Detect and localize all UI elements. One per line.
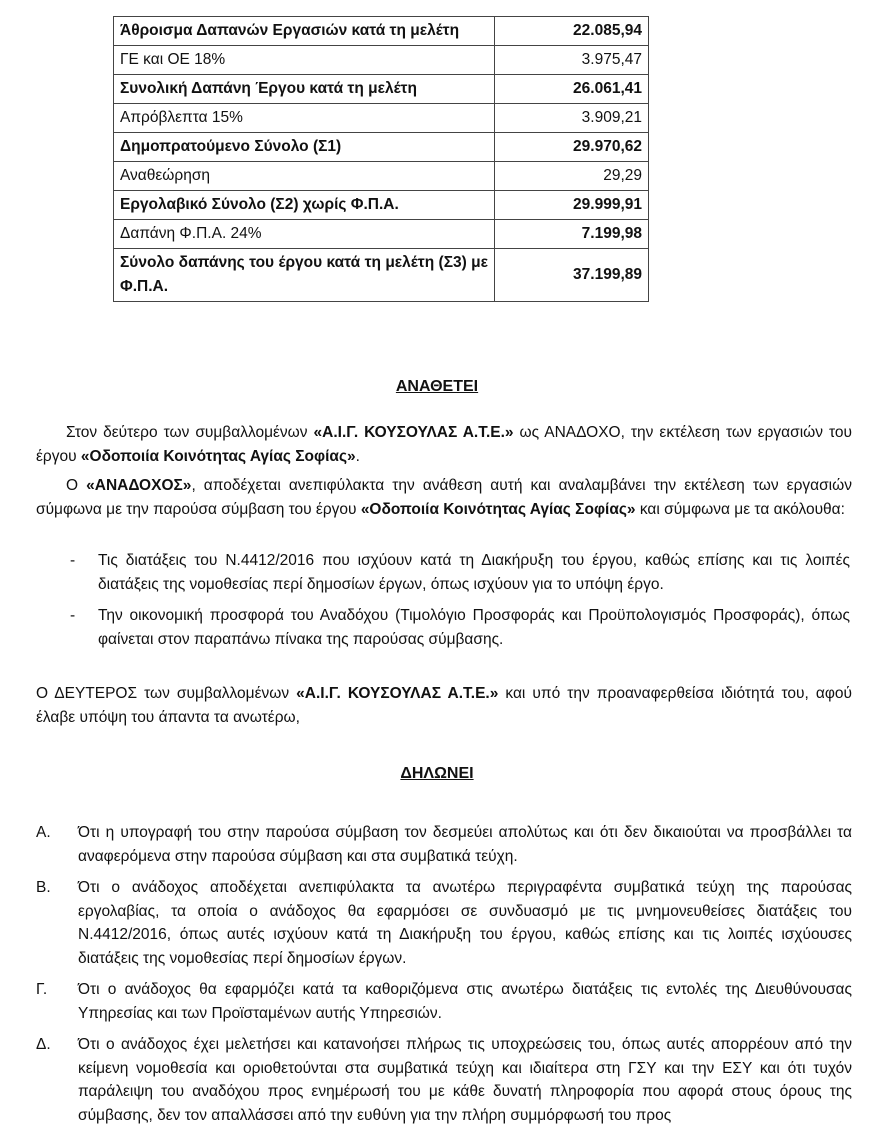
table-row <box>114 104 649 133</box>
list-item <box>36 821 852 868</box>
list-item <box>36 876 852 970</box>
row-label: Απρόβλεπτα 15% <box>114 104 495 133</box>
text: . <box>355 447 360 465</box>
company-name: «Α.Ι.Γ. ΚΟΥΣΟΥΛΑΣ Α.Τ.Ε.» <box>296 685 499 702</box>
cost-table <box>113 16 649 302</box>
table-row <box>114 46 649 75</box>
row-value: 22.085,94 <box>495 17 649 46</box>
paragraph-assignment <box>36 421 852 468</box>
table-row <box>114 249 649 302</box>
text: , αποδέχεται ανεπιφύλακτα την ανάθεση αυτή και αναλαμβάνει την εκτέλεση των εργασιών σύμφωνα με την παρούσα σύμβαση του έργου <box>36 477 852 518</box>
text: και σύμφωνα με τα ακόλουθα: <box>635 500 845 518</box>
text: και υπό την προαναφερθείσα ιδιότητά του, αφού έλαβε υπόψη του άπαντα τα ανωτέρω, <box>36 685 852 726</box>
list-item <box>70 549 850 596</box>
row-value: 37.199,89 <box>495 249 649 302</box>
row-value: 7.199,98 <box>495 220 649 249</box>
row-value: 29.999,91 <box>495 191 649 220</box>
conditions-list <box>70 549 850 659</box>
table-row <box>114 191 649 220</box>
table-row <box>114 162 649 191</box>
list-item <box>36 1033 852 1127</box>
table-row <box>114 17 649 46</box>
paragraph-contractor-acceptance <box>36 474 852 521</box>
list-item-text: Ότι ο ανάδοχος έχει μελετήσει και κατανοήσει πλήρως τις υποχρεώσεις του, όπως αυτές απορρέουν από την κείμενη νομοθεσία και οριοθετούνται στα συμβατικά τεύχη και ιδιαίτερα στη ΓΣΥ και την ΕΣΥ και ότι τυχόν παράλειψη του αναδόχου προς ενημέρωσή του με κάθε δυνατή πληροφορία που αφορά στους όρους της σύμβασης, δεν τον απαλλάσσει από την ευθύνη για την πλήρη συμμόρφωσή του προς <box>78 1036 852 1124</box>
row-value: 3.909,21 <box>495 104 649 133</box>
item-marker: Δ. <box>36 1036 51 1053</box>
company-name: «Α.Ι.Γ. ΚΟΥΣΟΥΛΑΣ Α.Τ.Ε.» <box>313 424 514 441</box>
section-heading-declares: ΔΗΛΩΝΕΙ <box>400 765 474 782</box>
text: ως ΑΝΑΔΟΧΟ, την εκτέλεση των εργασιών του έργου <box>36 424 852 465</box>
section-heading-assigns: ΑΝΑΘΕΤΕΙ <box>395 378 479 395</box>
dash-marker: - <box>70 552 76 569</box>
row-label: Δαπάνη Φ.Π.Α. 24% <box>114 220 495 249</box>
list-item-text: Την οικονομική προσφορά του Αναδόχου (Τιμολόγιο Προσφοράς και Προϋπολογισμός Προσφοράς), όπως φαίνεται στον παραπάνω πίνακα της παρούσας σύμβασης. <box>98 607 850 648</box>
contractor-label: «ΑΝΑΔΟΧΟΣ» <box>86 477 192 494</box>
text: Στον δεύτερο των συμβαλλομένων <box>66 424 314 441</box>
list-item-text: Ότι ο ανάδοχος αποδέχεται ανεπιφύλακτα τα ανωτέρω περιγραφέντα συμβατικά τεύχη της παρούσας εργολαβίας, τα οποία ο ανάδοχος θα εφαρμόσει σε συνδυασμό με τις μνημονευθείσες διατάξεις του Ν.4412/2016, όπως αυτές ισχύουν κατά τη Διακήρυξη του έργου, καθώς επίσης και τις λοιπές ισχύουσες διατάξεις της νομοθεσίας περί δημοσίων έργων. <box>78 879 852 967</box>
text: Ο ΔΕΥΤΕΡΟΣ των συμβαλλομένων <box>36 685 297 702</box>
item-marker: Β. <box>36 879 51 896</box>
item-marker: Α. <box>36 824 51 841</box>
dash-marker: - <box>70 607 76 624</box>
declarations-list <box>36 821 852 1135</box>
row-label: Άθροισμα Δαπανών Εργασιών κατά τη μελέτη <box>114 17 495 46</box>
row-label: Συνολική Δαπάνη Έργου κατά τη μελέτη <box>114 75 495 104</box>
row-label: Σύνολο δαπάνης του έργου κατά τη μελέτη (Σ3) με Φ.Π.Α. <box>114 249 495 302</box>
table-row <box>114 220 649 249</box>
row-value: 29,29 <box>495 162 649 191</box>
row-label: Εργολαβικό Σύνολο (Σ2) χωρίς Φ.Π.Α. <box>114 191 495 220</box>
list-item <box>70 604 850 651</box>
row-label: ΓΕ και ΟΕ 18% <box>114 46 495 75</box>
paragraph-second-party <box>36 682 852 729</box>
text: Ο <box>66 477 87 494</box>
list-item-text: Ότι η υπογραφή του στην παρούσα σύμβαση τον δεσμεύει απολύτως και ότι δεν δικαιούται να προσβάλλει τα αναφερόμενα στην παρούσα σύμβαση και στα συμβατικά τεύχη. <box>78 824 852 865</box>
row-value: 26.061,41 <box>495 75 649 104</box>
project-name: «Οδοποιία Κοινότητας Αγίας Σοφίας» <box>360 500 636 518</box>
list-item <box>36 978 852 1025</box>
item-marker: Γ. <box>36 981 48 998</box>
row-label: Δημοπρατούμενο Σύνολο (Σ1) <box>114 133 495 162</box>
list-item-text: Ότι ο ανάδοχος θα εφαρμόζει κατά τα καθοριζόμενα στις ανωτέρω διατάξεις τις εντολές της Διευθύνουσας Υπηρεσίας και των Προϊσταμένων αυτής Υπηρεσιών. <box>78 981 852 1022</box>
project-name: «Οδοποιία Κοινότητας Αγίας Σοφίας» <box>80 447 356 465</box>
row-value: 29.970,62 <box>495 133 649 162</box>
table-row <box>114 133 649 162</box>
row-value: 3.975,47 <box>495 46 649 75</box>
row-label: Αναθεώρηση <box>114 162 495 191</box>
table-row <box>114 75 649 104</box>
list-item-text: Τις διατάξεις του Ν.4412/2016 που ισχύουν κατά τη Διακήρυξη του έργου, καθώς επίσης και τις λοιπές διατάξεις της νομοθεσίας περί δημοσίων έργων, όπως ισχύουν για το υπόψη έργο. <box>98 552 850 593</box>
